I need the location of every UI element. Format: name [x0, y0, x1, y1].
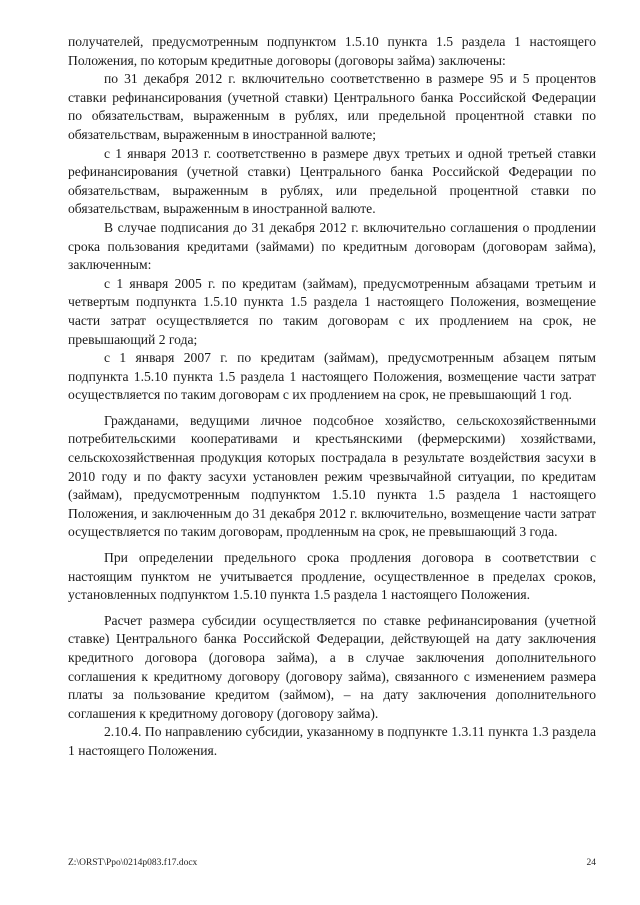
footer-page-number: 24 — [586, 858, 596, 868]
paragraph-until-2012: по 31 декабря 2012 г. включительно соответственно в размере 95 и 5 процентов ставки рефинансирования (учетной ставки) Центрального банка Российской Федерации по обязательствам, выраженным в рублях, или предельной процентной ставки по обязательствам, выраженным в иностранной валюте; — [68, 71, 596, 142]
paragraph-recipients: получателей, предусмотренным подпунктом 1.5.10 пункта 1.5 раздела 1 настоящего Положения, по которым кредитные договоры (договоры займа) заключены: — [68, 34, 596, 68]
paragraph-2-10-4: 2.10.4. По направлению субсидии, указанному в подпункте 1.3.11 пункта 1.3 раздела 1 настоящего Положения. — [68, 724, 596, 758]
paragraph-drought-2010: Гражданами, ведущими личное подсобное хозяйство, сельскохозяйственными потребительскими кооперативами и крестьянскими (фермерскими) хозяйствами, сельскохозяйственная продукция которых пострадала в результате воздействия засухи в 2010 году и по факту засухи установлен режим чрезвычайной ситуации, по кредитам (займам), предусмотренным подпунктом 1.5.10 пункта 1.5 раздела 1 настоящего Положения, и заключенным до 31 декабря 2012 г. включительно, возмещение части затрат осуществляется по таким договорам, продленным на срок, не превышающий 3 года. — [68, 412, 596, 540]
paragraph-from-2007: с 1 января 2007 г. по кредитам (займам), предусмотренным абзацем пятым подпункта 1.5.10 пункта 1.5 раздела 1 настоящего Положения, возмещение части затрат осуществляется по таким договорам с их продлением на срок, не превышающий 1 год. — [68, 350, 596, 403]
footer-file-path: Z:\ORST\Ppo\0214p083.f17.docx — [68, 858, 198, 868]
paragraph-from-2005: с 1 января 2005 г. по кредитам (займам), предусмотренным абзацами третьим и четвертым подпункта 1.5.10 пункта 1.5 раздела 1 настоящего Положения, возмещение части затрат осуществляется по таким договорам с их продлением на срок, не превышающий 2 года; — [68, 275, 596, 347]
paragraph-subsidy-calculation: Расчет размера субсидии осуществляется по ставке рефинансирования (учетной ставке) Центрального банка Российской Федерации, действующей на дату заключения кредитного договора (договора займа), а в случае заключения дополнительного соглашения к кредитному договору (договору займа), связанного с изменением размера платы за пользование кредитом (займом), – на дату заключения дополнительного соглашения к кредитному договору (договору займа). — [68, 612, 596, 721]
paragraph-from-2013: с 1 января 2013 г. соответственно в размере двух третьих и одной третьей ставки рефинансирования (учетной ставки) Центрального банка Российской Федерации по обязательствам, выраженным в рублях, или предельной процентной ставки по обязательствам, выраженным в иностранной валюте. — [68, 145, 596, 217]
paragraph-limit-term: При определении предельного срока продления договора в соответствии с настоящим пунктом не учитывается продление, осуществленное в пределах сроков, установленных подпунктом 1.5.10 пункта 1.5 раздела 1 настоящего Положения. — [68, 550, 596, 603]
document-body — [68, 33, 596, 761]
paragraph-extension-agreement: В случае подписания до 31 декабря 2012 г. включительно соглашения о продлении срока пользования кредитами (займами) по кредитным договорам (договорам займа), заключенным: — [68, 219, 596, 273]
